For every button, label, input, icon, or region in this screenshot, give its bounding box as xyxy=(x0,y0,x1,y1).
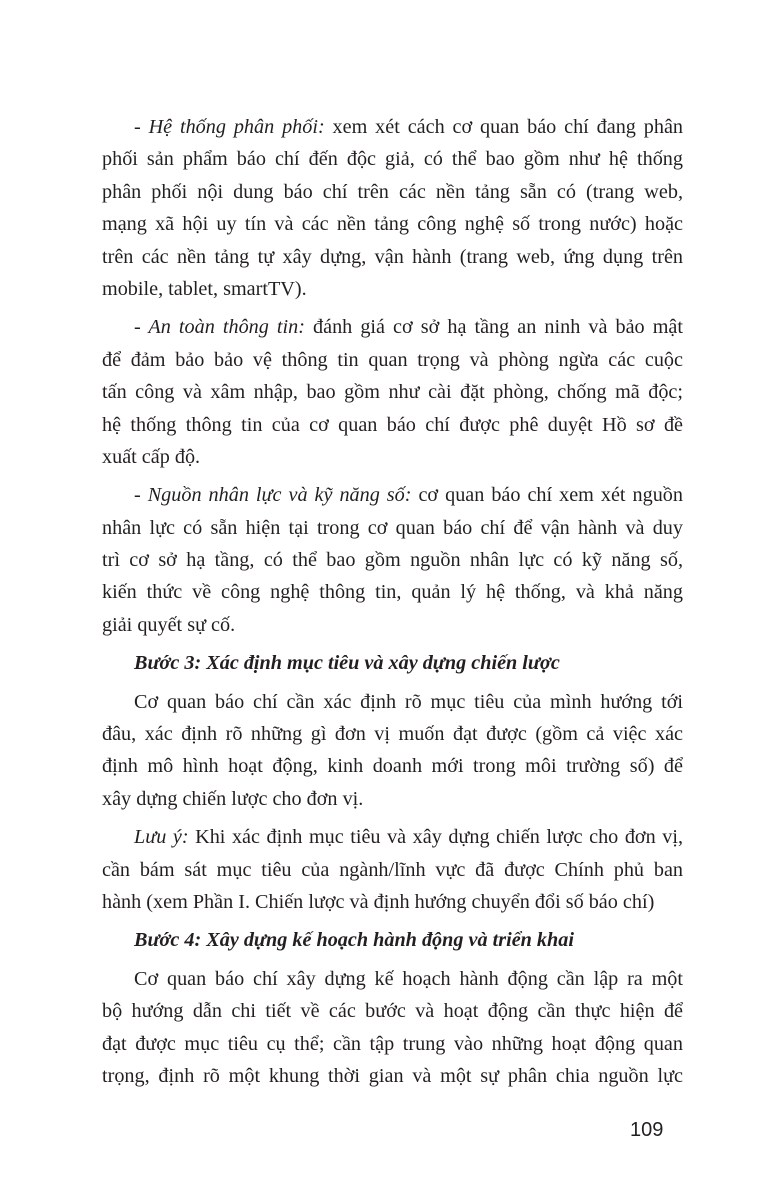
item-lead: - Hệ thống phân phối: xyxy=(134,116,325,138)
note-lead: Lưu ý: xyxy=(134,826,189,849)
text-line: trên các nền tảng tự xây dựng, vận hành (trang web, ứng dụng trên xyxy=(102,245,683,268)
text-line: Cơ quan báo chí cần xác định rõ mục tiêu của mình hướng tới xyxy=(134,690,683,713)
note-line: hành (xem Phần I. Chiến lược và định hướng chuyển đổi số báo chí) xyxy=(102,890,655,913)
text-line: để đảm bảo bảo vệ thông tin quan trọng và phòng ngừa các cuộc xyxy=(102,348,683,371)
text-line: định mô hình hoạt động, kinh doanh mới trong môi trường số) để xyxy=(102,755,683,778)
text-span: cơ quan báo chí xem xét nguồn xyxy=(411,484,683,507)
text-span: đánh giá cơ sở hạ tầng an ninh và bảo mật xyxy=(304,316,683,339)
text-span: xem xét cách cơ quan báo chí đang phân xyxy=(324,116,683,138)
text-line: Cơ quan báo chí xây dựng kế hoạch hành động cần lập ra một xyxy=(134,967,683,990)
section-step-4 xyxy=(102,924,683,1092)
text-line: xuất cấp độ. xyxy=(102,445,201,468)
section-heading: Bước 3: Xác định mục tiêu và xây dựng chiến lược xyxy=(134,652,560,675)
text-line xyxy=(102,479,683,511)
item-lead: - Nguồn nhân lực và kỹ năng số: xyxy=(134,484,412,507)
text-line xyxy=(102,311,683,343)
text-line: trì cơ sở hạ tầng, có thể bao gồm nguồn nhân lực có kỹ năng số, xyxy=(102,549,683,572)
text-line: đạt được mục tiêu cụ thể; cần tập trung vào những hoạt động quan xyxy=(102,1032,683,1055)
text-line: bộ hướng dẫn chi tiết về các bước và hoạt động cần thực hiện để xyxy=(102,1000,683,1023)
text-line: phân phối nội dung báo chí trên các nền tảng sẵn có (trang web, xyxy=(102,180,683,203)
text-line: xây dựng chiến lược cho đơn vị. xyxy=(102,787,364,810)
text-line: giải quyết sự cố. xyxy=(102,613,236,636)
section-step-3 xyxy=(102,647,683,918)
paragraph-distribution-system xyxy=(102,111,683,305)
text-line: kiến thức về công nghệ thông tin, quản lý hệ thống, và khả năng xyxy=(102,581,683,604)
paragraph-information-security xyxy=(102,311,683,473)
text-span: Khi xác định mục tiêu và xây dựng chiến lược cho đơn vị, xyxy=(188,826,683,849)
section-heading: Bước 4: Xây dựng kế hoạch hành động và triển khai xyxy=(134,929,574,952)
text-line: mạng xã hội uy tín và các nền tảng công nghệ số trong nước) hoặc xyxy=(102,213,683,236)
text-line: phối sản phẩm báo chí đến độc giả, có thể bao gồm như hệ thống xyxy=(102,148,683,171)
text-line xyxy=(102,111,683,143)
page-number: 109 xyxy=(630,1119,664,1141)
text-line: đâu, xác định rõ những gì đơn vị muốn đạt được (gồm cả việc xác xyxy=(102,723,683,746)
text-line: trọng, định rõ một khung thời gian và một sự phân chia nguồn lực xyxy=(102,1064,683,1087)
note-line: cần bám sát mục tiêu của ngành/lĩnh vực đã được Chính phủ ban xyxy=(102,858,683,881)
text-line: tấn công và xâm nhập, bao gồm như cài đặt phòng, chống mã độc; xyxy=(102,381,683,404)
text-line: hệ thống thông tin của cơ quan báo chí được phê duyệt Hồ sơ đề xyxy=(102,413,683,436)
page-body xyxy=(102,111,683,1092)
item-lead: - An toàn thông tin: xyxy=(134,316,305,339)
text-line: nhân lực có sẵn hiện tại trong cơ quan báo chí để vận hành và duy xyxy=(102,516,683,539)
paragraph-human-resources xyxy=(102,479,683,641)
text-line: mobile, tablet, smartTV). xyxy=(102,277,307,300)
note-line xyxy=(102,821,683,853)
